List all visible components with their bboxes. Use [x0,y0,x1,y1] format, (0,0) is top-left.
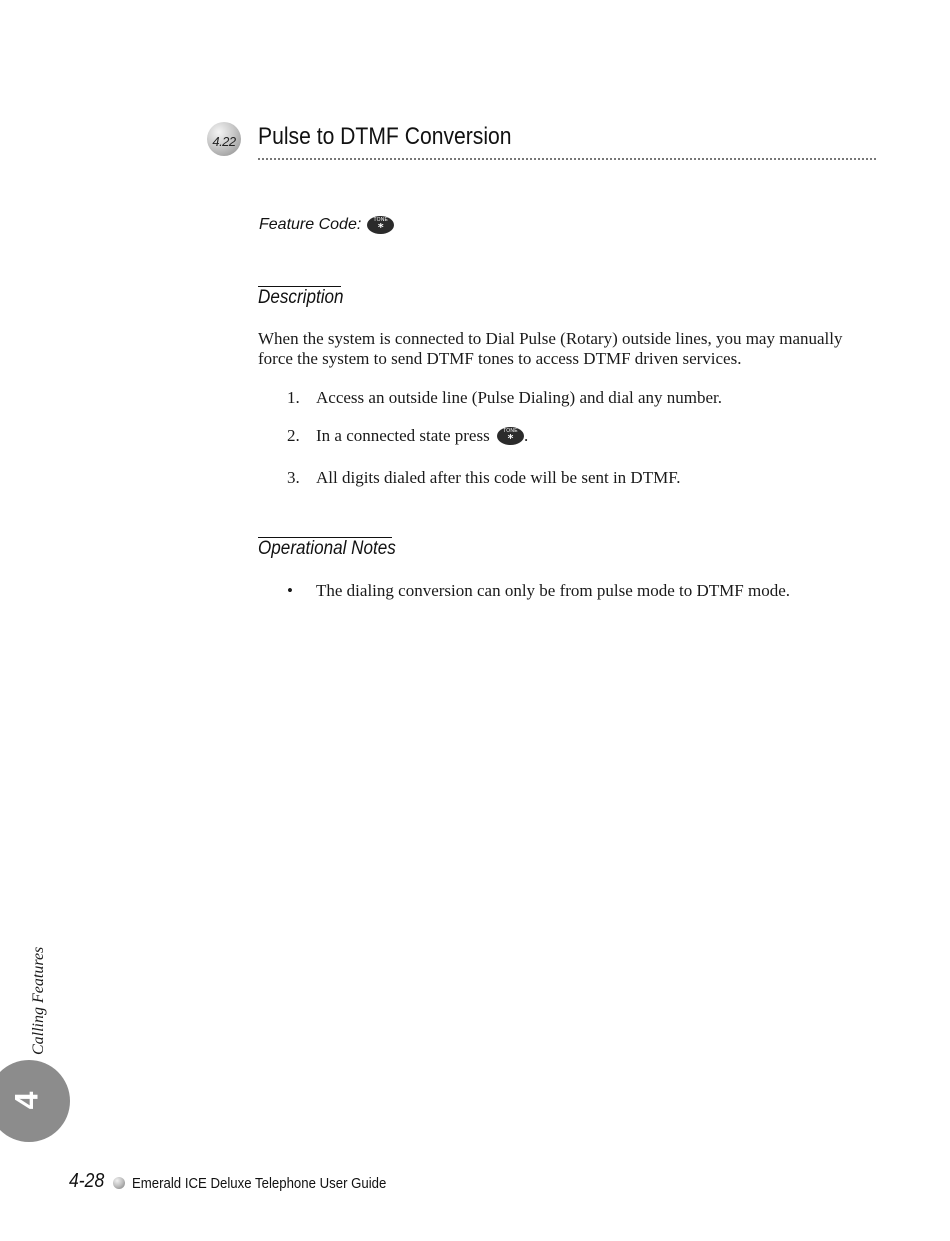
section-number-badge [207,122,241,156]
description-heading: Description [258,287,344,308]
chapter-side-label: Calling Features [30,946,47,1055]
list-item-suffix: . [523,426,529,445]
section-divider [258,158,876,160]
description-paragraph: When the system is connected to Dial Pulse (Rotary) outside lines, you may manually force the system to send DTMF tones to access DTMF driven services. [258,329,843,368]
list-item-number: 2. [287,426,300,445]
page-number: 4-28 [69,1170,105,1192]
guide-title: Emerald ICE Deluxe Telephone User Guide [132,1174,387,1192]
operational-notes-heading: Operational Notes [258,538,396,559]
list-item-text: In a connected state press [316,426,490,445]
list-item-number: 1. [287,388,300,407]
list-item-text: All digits dialed after this code will be sent in DTMF. [316,468,681,487]
footer-bullet-icon [113,1177,125,1189]
section-title: Pulse to DTMF Conversion [258,123,512,150]
tone-star-key-icon [367,216,394,234]
feature-code-label: Feature Code: [259,216,362,233]
chapter-tab-number: 4 [8,1091,45,1110]
bullet-marker: • [287,581,293,600]
page-footer [69,1170,421,1193]
tone-key-symbol: * [507,431,514,445]
list-item [287,426,528,446]
list-item-text: Access an outside line (Pulse Dialing) and dial any number. [316,388,723,407]
section-number: 4.22 [212,133,236,149]
tone-key-symbol: * [377,221,384,234]
tone-key-label: TONE [373,217,389,223]
list-item [287,468,681,488]
bullet-item-text: The dialing conversion can only be from pulse mode to DTMF mode. [316,581,791,600]
feature-code [259,216,394,234]
list-item-number: 3. [287,468,300,487]
tone-star-key-icon [497,427,524,445]
list-item [287,388,722,408]
tone-key-label: TONE [503,427,518,434]
bullet-item [287,581,790,601]
